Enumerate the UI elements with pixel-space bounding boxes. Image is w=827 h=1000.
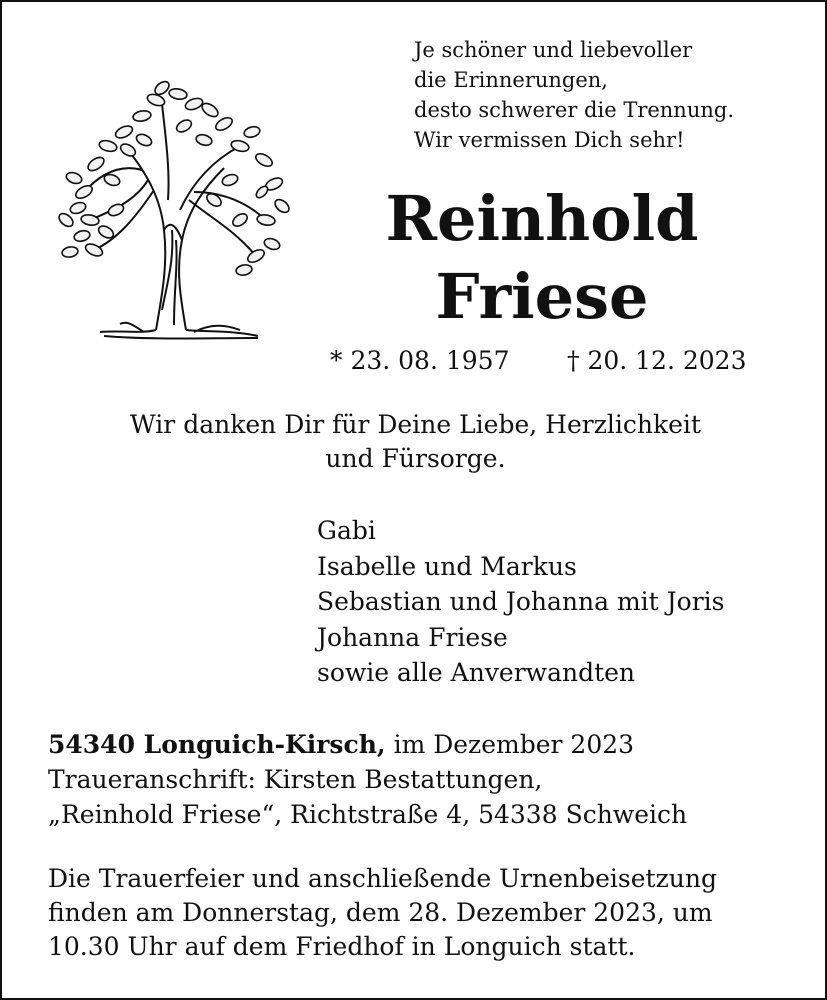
family-member: Isabelle und Markus [317,551,577,581]
memorial-poem [414,35,734,155]
poem-line: desto schwerer die Trennung. [414,98,735,122]
date-text: im Dezember 2023 [385,730,635,759]
deceased-name [342,180,742,336]
service-line: finden am Donnerstag, dem 28. Dezember 2023, um [48,898,713,927]
place-name: 54340 Longuich-Kirsch, [48,730,386,759]
last-name: Friese [435,260,649,333]
funeral-service-info [48,862,717,964]
family-member: Gabi [317,516,376,545]
poem-line: Wir vermissen Dich sehr! [414,128,685,152]
place-date-line [48,727,687,762]
tree-illustration [44,80,296,342]
death-date: † 20. 12. 2023 [567,346,747,375]
thanks-line: Wir danken Dir für Deine Liebe, Herzlichkeit [130,410,701,439]
mourning-address [48,727,687,832]
first-name: Reinhold [385,182,699,255]
family-member: Sebastian und Johanna mit Joris [317,587,725,616]
thanks-line: und Fürsorge. [325,444,506,473]
address-line: Traueranschrift: Kirsten Bestattungen, [48,765,543,794]
family-list [317,513,724,691]
family-member: sowie alle Anverwandten [317,658,636,687]
thanks-text [2,408,827,476]
service-line: 10.30 Uhr auf dem Friedhof in Longuich statt. [48,932,636,961]
poem-line: Je schöner und liebevoller [414,38,693,62]
address-line: „Reinhold Friese“, Richtstraße 4, 54338 Schweich [48,800,688,829]
birth-date: * 23. 08. 1957 [330,346,510,375]
family-member: Johanna Friese [317,622,508,652]
service-line: Die Trauerfeier und anschließende Urnenbeisetzung [48,864,717,893]
poem-line: die Erinnerungen, [414,68,608,92]
